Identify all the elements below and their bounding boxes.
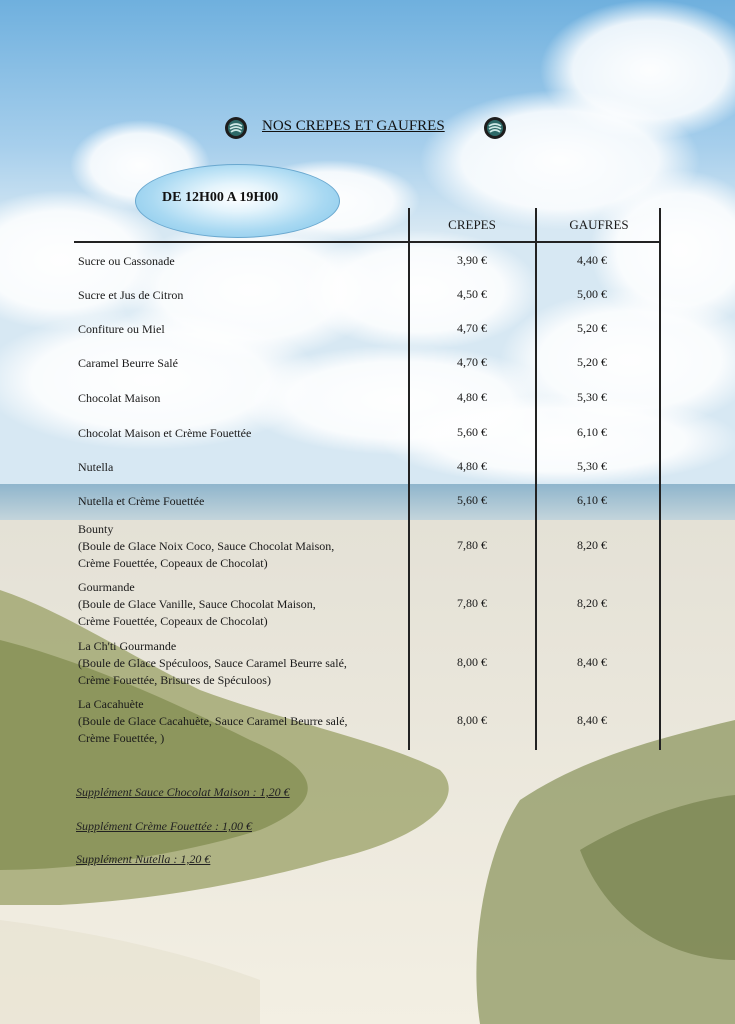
item-name: La Ch'ti Gourmande	[78, 639, 177, 653]
price-gaufre: 8,40 €	[577, 655, 607, 669]
supplement-line: Supplément Nutella : 1,20 €	[76, 852, 211, 866]
item-name: Chocolat Maison et Crème Fouettée	[78, 426, 252, 440]
table-divider	[535, 208, 537, 750]
price-gaufre: 6,10 €	[577, 493, 607, 507]
price-crepe: 8,00 €	[457, 713, 487, 727]
table-divider	[659, 208, 661, 750]
item-description: (Boule de Glace Noix Coco, Sauce Chocolat Maison,	[78, 539, 335, 553]
price-crepe: 5,60 €	[457, 425, 487, 439]
title-row	[0, 116, 735, 140]
price-gaufre: 5,00 €	[577, 287, 607, 301]
item-description: Crème Fouettée, Copeaux de Chocolat)	[78, 556, 268, 570]
price-gaufre: 8,20 €	[577, 538, 607, 552]
table-header-rule	[74, 241, 661, 243]
price-crepe: 3,90 €	[457, 253, 487, 267]
item-name: La Cacahuète	[78, 697, 144, 711]
price-crepe: 4,50 €	[457, 287, 487, 301]
item-name: Sucre ou Cassonade	[78, 254, 175, 268]
item-description: Crème Fouettée, Copeaux de Chocolat)	[78, 614, 268, 628]
item-name: Gourmande	[78, 580, 135, 594]
price-gaufre: 5,30 €	[577, 390, 607, 404]
supplement-line: Supplément Sauce Chocolat Maison : 1,20 €	[76, 785, 290, 799]
item-name: Bounty	[78, 522, 114, 536]
item-description: (Boule de Glace Cacahuète, Sauce Caramel Beurre salé,	[78, 714, 348, 728]
price-gaufre: 8,20 €	[577, 596, 607, 610]
price-gaufre: 8,40 €	[577, 713, 607, 727]
emblem-icon	[224, 116, 248, 140]
hours-label: DE 12H00 A 19H00	[162, 190, 279, 205]
price-gaufre: 5,20 €	[577, 355, 607, 369]
column-header-crepes: CREPES	[448, 217, 496, 232]
price-gaufre: 4,40 €	[577, 253, 607, 267]
price-gaufre: 6,10 €	[577, 425, 607, 439]
item-name: Confiture ou Miel	[78, 322, 165, 336]
price-gaufre: 5,20 €	[577, 321, 607, 335]
price-crepe: 7,80 €	[457, 596, 487, 610]
item-description: Crème Fouettée, )	[78, 731, 165, 745]
page-title: NOS CREPES ET GAUFRES	[262, 118, 445, 134]
price-crepe: 5,60 €	[457, 493, 487, 507]
price-crepe: 4,80 €	[457, 459, 487, 473]
supplement-line: Supplément Crème Fouettée : 1,00 €	[76, 819, 252, 833]
item-description: Crème Fouettée, Brisures de Spéculoos)	[78, 673, 271, 687]
price-crepe: 4,70 €	[457, 355, 487, 369]
price-gaufre: 5,30 €	[577, 459, 607, 473]
price-crepe: 7,80 €	[457, 538, 487, 552]
item-name: Sucre et Jus de Citron	[78, 288, 184, 302]
price-crepe: 4,70 €	[457, 321, 487, 335]
item-name: Caramel Beurre Salé	[78, 356, 178, 370]
price-crepe: 4,80 €	[457, 390, 487, 404]
item-description: (Boule de Glace Spéculoos, Sauce Caramel Beurre salé,	[78, 656, 347, 670]
table-divider	[408, 208, 410, 750]
item-name: Nutella	[78, 460, 114, 474]
item-name: Nutella et Crème Fouettée	[78, 494, 205, 508]
item-name: Chocolat Maison	[78, 391, 161, 405]
item-description: (Boule de Glace Vanille, Sauce Chocolat Maison,	[78, 597, 316, 611]
emblem-icon	[483, 116, 507, 140]
column-header-gaufres: GAUFRES	[569, 217, 629, 232]
price-crepe: 8,00 €	[457, 655, 487, 669]
